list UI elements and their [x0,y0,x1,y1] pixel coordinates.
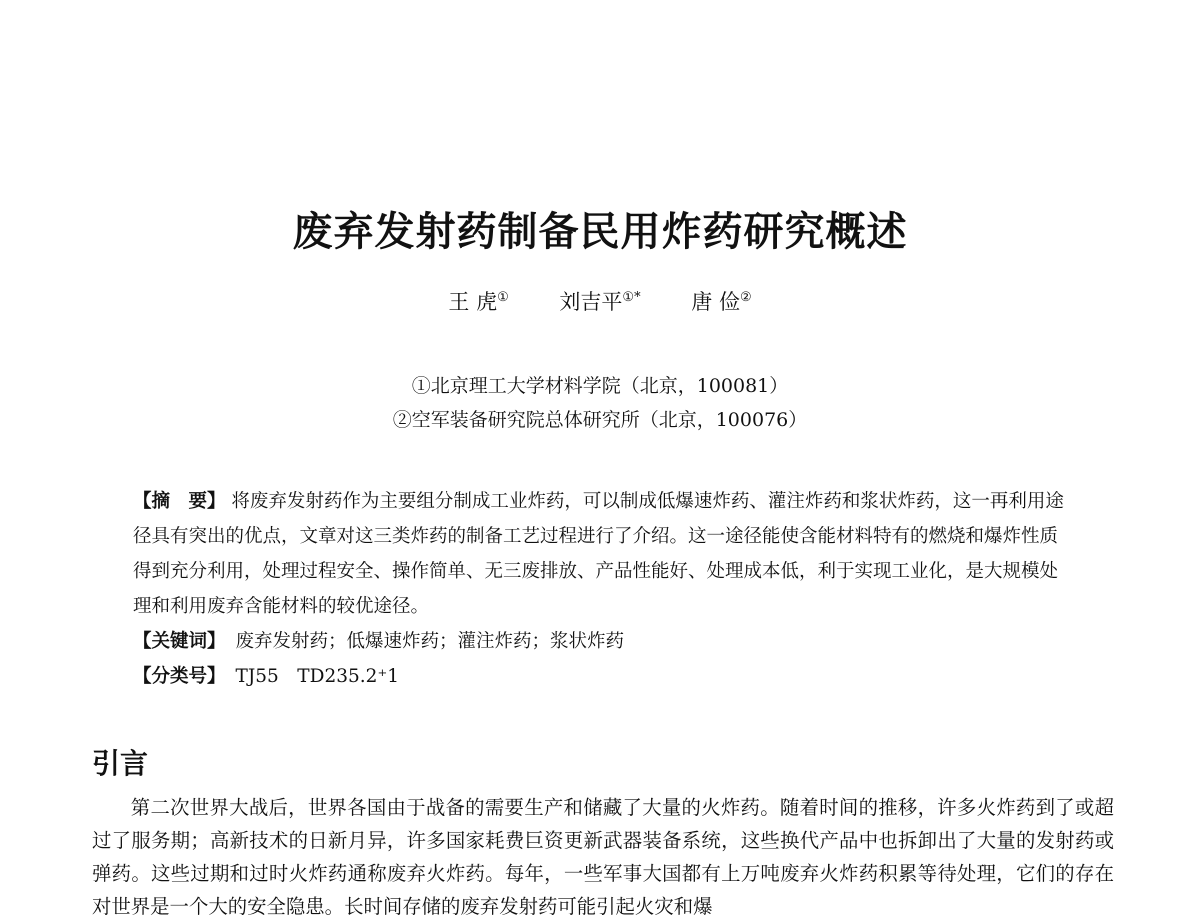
abstract-text: 将废弃发射药作为主要组分制成工业炸药，可以制成低爆速炸药、灌注炸药和浆状炸药，这一再利用途径具有突出的优点，文章对这三类炸药的制备工艺过程进行了介绍。这一途径能使含能材料特有的燃烧和爆炸性质得到充分利用，处理过程安全、操作简单、无三废排放、产品性能好、处理成本低，利于实现工业化，是大规模处理和利用废弃含能材料的较优途径。 [133,491,1064,617]
author-name: 刘吉平 [559,290,623,314]
author-name: 唐 俭 [691,290,740,314]
author [559,286,640,316]
keywords-label: 【关键词】 [133,631,226,652]
author-list [0,286,1200,316]
section-body [92,791,1114,923]
affiliation: ②空军装备研究院总体研究所（北京，100076） [392,409,808,431]
author-mark: ①* [622,290,641,305]
section-heading: 引言 [92,747,149,780]
affiliation: ①北京理工大学材料学院（北京，100081） [411,375,789,397]
classification [133,659,1073,694]
body-paragraph: 第二次世界大战后，世界各国由于战备的需要生产和储藏了大量的火炸药。随着时间的推移，许多火炸药到了或超过了服务期；高新技术的日新月异，许多国家耗费巨资更新武器装备系统，这些换代产品中也拆卸出了大量的发射药或弹药。这些过期和过时火炸药通称废弃火炸药。每年，一些军事大国都有上万吨废弃火炸药积累等待处理，它们的存在对世界是一个大的安全隐患。长时间存储的废弃发射药可能引起火灾和爆 [92,796,1114,918]
keywords-text: 废弃发射药；低爆速炸药；灌注炸药；浆状炸药 [235,631,625,652]
abstract-block [133,484,1073,694]
author [448,286,508,316]
author [691,286,751,316]
classification-text: TJ55 TD235.2⁺1 [235,666,399,687]
abstract-label: 【摘 要】 [133,491,226,512]
keywords [133,624,1073,659]
abstract [133,484,1073,624]
classification-label: 【分类号】 [133,666,226,687]
author-mark: ② [739,290,752,305]
author-mark: ① [497,290,509,305]
author-name: 王 虎 [448,290,498,314]
paper-title: 废弃发射药制备民用炸药研究概述 [292,209,908,255]
